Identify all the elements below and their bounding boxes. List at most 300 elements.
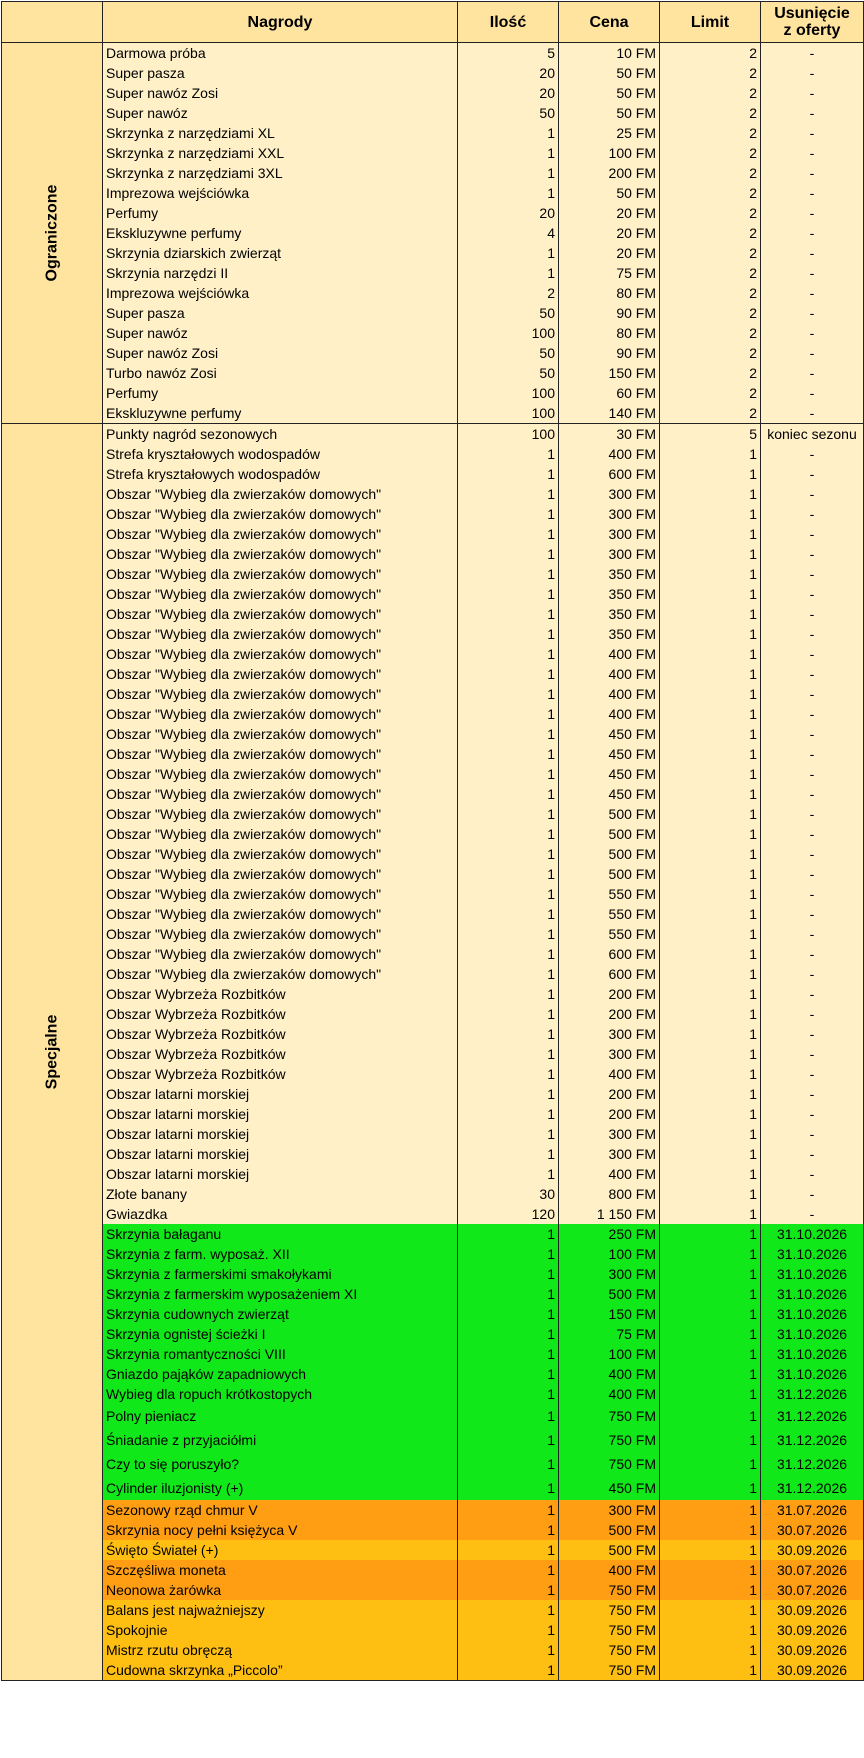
cell-removal: -	[761, 1144, 864, 1164]
table-row	[2, 1364, 864, 1384]
cell-removal: 31.10.2026	[761, 1224, 864, 1244]
cell-price: 200 FM	[559, 163, 660, 183]
cell-price: 200 FM	[559, 1104, 660, 1124]
cell-limit: 1	[660, 1540, 761, 1560]
cell-limit: 1	[660, 1520, 761, 1540]
table-row	[2, 544, 864, 564]
cell-limit: 1	[660, 1364, 761, 1384]
cell-name: Super pasza	[103, 303, 458, 323]
table-row	[2, 524, 864, 544]
cell-limit: 1	[660, 464, 761, 484]
cell-name: Perfumy	[103, 383, 458, 403]
cell-qty: 1	[458, 1364, 559, 1384]
cell-qty: 1	[458, 944, 559, 964]
cell-qty: 20	[458, 63, 559, 83]
cell-qty: 1	[458, 1384, 559, 1404]
cell-price: 400 FM	[559, 704, 660, 724]
cell-limit: 1	[660, 964, 761, 984]
table-row	[2, 1384, 864, 1404]
cell-removal: -	[761, 744, 864, 764]
cell-limit: 1	[660, 804, 761, 824]
cell-qty: 50	[458, 103, 559, 123]
cell-name: Balans jest najważniejszy	[103, 1600, 458, 1620]
cell-name: Skrzynia z farmerskimi smakołykami	[103, 1264, 458, 1284]
cell-price: 300 FM	[559, 1144, 660, 1164]
cell-price: 80 FM	[559, 323, 660, 343]
cell-name: Skrzynia dziarskich zwierząt	[103, 243, 458, 263]
cell-removal: -	[761, 564, 864, 584]
cell-qty: 1	[458, 1540, 559, 1560]
category-label: Specjalne	[42, 1014, 60, 1090]
cell-limit: 1	[660, 864, 761, 884]
cell-limit: 1	[660, 624, 761, 644]
cell-limit: 1	[660, 1660, 761, 1681]
cell-price: 200 FM	[559, 984, 660, 1004]
cell-name: Obszar "Wybieg dla zwierzaków domowych"	[103, 804, 458, 824]
cell-limit: 2	[660, 163, 761, 183]
table-row	[2, 163, 864, 183]
cell-price: 550 FM	[559, 884, 660, 904]
cell-qty: 1	[458, 864, 559, 884]
cell-price: 550 FM	[559, 904, 660, 924]
table-row	[2, 624, 864, 644]
cell-name: Imprezowa wejściówka	[103, 283, 458, 303]
cell-removal: -	[761, 243, 864, 263]
cell-name: Złote banany	[103, 1184, 458, 1204]
cell-name: Skrzynia cudownych zwierząt	[103, 1304, 458, 1324]
cell-qty: 1	[458, 844, 559, 864]
cell-qty: 1	[458, 564, 559, 584]
cell-price: 150 FM	[559, 1304, 660, 1324]
table-row	[2, 1204, 864, 1224]
cell-price: 300 FM	[559, 504, 660, 524]
table-row	[2, 824, 864, 844]
cell-qty: 1	[458, 1600, 559, 1620]
cell-limit: 2	[660, 243, 761, 263]
cell-name: Strefa kryształowych wodospadów	[103, 464, 458, 484]
cell-qty: 1	[458, 1452, 559, 1476]
cell-limit: 2	[660, 323, 761, 343]
cell-qty: 1	[458, 1660, 559, 1681]
cell-limit: 1	[660, 1428, 761, 1452]
cell-removal: -	[761, 1064, 864, 1084]
cell-price: 20 FM	[559, 223, 660, 243]
cell-qty: 1	[458, 724, 559, 744]
category-label: Ograniczone	[43, 184, 60, 282]
cell-name: Śniadanie z przyjaciółmi	[103, 1428, 458, 1452]
cell-qty: 1	[458, 1620, 559, 1640]
cell-name: Obszar "Wybieg dla zwierzaków domowych"	[103, 864, 458, 884]
cell-removal: 31.10.2026	[761, 1324, 864, 1344]
cell-qty: 1	[458, 444, 559, 464]
header-nagrody: Nagrody	[103, 2, 458, 43]
cell-removal: -	[761, 924, 864, 944]
cell-limit: 2	[660, 363, 761, 383]
table-row	[2, 464, 864, 484]
cell-limit: 1	[660, 1184, 761, 1204]
table-row	[2, 1104, 864, 1124]
cell-removal: 30.09.2026	[761, 1540, 864, 1560]
cell-name: Obszar "Wybieg dla zwierzaków domowych"	[103, 964, 458, 984]
cell-removal: -	[761, 1164, 864, 1184]
cell-limit: 1	[660, 1640, 761, 1660]
cell-price: 750 FM	[559, 1580, 660, 1600]
cell-name: Cylinder iluzjonisty (+)	[103, 1476, 458, 1500]
cell-limit: 1	[660, 1580, 761, 1600]
cell-removal: -	[761, 143, 864, 163]
table-row	[2, 263, 864, 283]
cell-qty: 120	[458, 1204, 559, 1224]
cell-price: 750 FM	[559, 1404, 660, 1428]
cell-qty: 1	[458, 1124, 559, 1144]
table-row	[2, 63, 864, 83]
cell-qty: 1	[458, 984, 559, 1004]
cell-limit: 1	[660, 744, 761, 764]
cell-qty: 1	[458, 824, 559, 844]
cell-price: 500 FM	[559, 1284, 660, 1304]
cell-qty: 1	[458, 664, 559, 684]
cell-limit: 1	[660, 1304, 761, 1324]
cell-limit: 1	[660, 884, 761, 904]
cell-removal: -	[761, 604, 864, 624]
cell-name: Polny pieniacz	[103, 1404, 458, 1428]
cell-limit: 1	[660, 1476, 761, 1500]
cell-name: Obszar "Wybieg dla zwierzaków domowych"	[103, 944, 458, 964]
table-row	[2, 504, 864, 524]
cell-qty: 100	[458, 403, 559, 424]
cell-removal: 31.12.2026	[761, 1428, 864, 1452]
cell-qty: 50	[458, 363, 559, 383]
cell-name: Obszar Wybrzeża Rozbitków	[103, 1004, 458, 1024]
cell-removal: -	[761, 83, 864, 103]
table-row	[2, 584, 864, 604]
table-row	[2, 744, 864, 764]
cell-name: Skrzynia romantyczności VIII	[103, 1344, 458, 1364]
cell-limit: 2	[660, 143, 761, 163]
cell-price: 75 FM	[559, 263, 660, 283]
table-row	[2, 1660, 864, 1681]
cell-limit: 1	[660, 704, 761, 724]
cell-name: Obszar "Wybieg dla zwierzaków domowych"	[103, 904, 458, 924]
cell-limit: 1	[660, 1244, 761, 1264]
table-row	[2, 343, 864, 363]
cell-removal: 31.07.2026	[761, 1500, 864, 1520]
table-row	[2, 143, 864, 163]
cell-removal: -	[761, 504, 864, 524]
cell-name: Strefa kryształowych wodospadów	[103, 444, 458, 464]
cell-limit: 1	[660, 1084, 761, 1104]
header-usuniecie-line2: z oferty	[783, 22, 841, 39]
cell-removal: -	[761, 283, 864, 303]
cell-name: Obszar "Wybieg dla zwierzaków domowych"	[103, 824, 458, 844]
cell-removal: -	[761, 1024, 864, 1044]
cell-name: Super nawóz	[103, 103, 458, 123]
cell-price: 400 FM	[559, 1164, 660, 1184]
cell-removal: -	[761, 724, 864, 744]
cell-limit: 1	[660, 1044, 761, 1064]
cell-limit: 2	[660, 403, 761, 424]
cell-qty: 1	[458, 1324, 559, 1344]
cell-removal: -	[761, 1184, 864, 1204]
cell-removal: -	[761, 223, 864, 243]
cell-limit: 1	[660, 1144, 761, 1164]
cell-removal: 31.12.2026	[761, 1384, 864, 1404]
cell-removal: -	[761, 464, 864, 484]
cell-price: 750 FM	[559, 1640, 660, 1660]
table-row	[2, 704, 864, 724]
cell-qty: 1	[458, 1404, 559, 1428]
table-row	[2, 664, 864, 684]
cell-qty: 1	[458, 1264, 559, 1284]
cell-name: Obszar "Wybieg dla zwierzaków domowych"	[103, 704, 458, 724]
cell-price: 300 FM	[559, 1500, 660, 1520]
cell-name: Obszar "Wybieg dla zwierzaków domowych"	[103, 844, 458, 864]
cell-name: Obszar "Wybieg dla zwierzaków domowych"	[103, 644, 458, 664]
cell-limit: 1	[660, 724, 761, 744]
cell-qty: 4	[458, 223, 559, 243]
cell-removal: 31.12.2026	[761, 1404, 864, 1428]
cell-name: Super pasza	[103, 63, 458, 83]
cell-qty: 1	[458, 964, 559, 984]
cell-limit: 1	[660, 1104, 761, 1124]
cell-limit: 1	[660, 1004, 761, 1024]
cell-name: Obszar "Wybieg dla zwierzaków domowych"	[103, 624, 458, 644]
cell-price: 150 FM	[559, 363, 660, 383]
category-header	[2, 2, 103, 43]
table-row	[2, 1324, 864, 1344]
cell-limit: 1	[660, 1264, 761, 1284]
cell-price: 400 FM	[559, 444, 660, 464]
cell-name: Skrzynia nocy pełni księżyca V	[103, 1520, 458, 1540]
table-row	[2, 424, 864, 445]
cell-removal: -	[761, 1044, 864, 1064]
cell-price: 750 FM	[559, 1600, 660, 1620]
table-row	[2, 323, 864, 343]
category-label-cell	[2, 43, 103, 424]
cell-removal: -	[761, 844, 864, 864]
cell-price: 300 FM	[559, 1024, 660, 1044]
cell-removal: 30.07.2026	[761, 1560, 864, 1580]
cell-price: 1 150 FM	[559, 1204, 660, 1224]
cell-name: Cudowna skrzynka „Piccolo”	[103, 1660, 458, 1681]
table-row	[2, 1164, 864, 1184]
table-row	[2, 564, 864, 584]
cell-removal: -	[761, 884, 864, 904]
cell-qty: 1	[458, 143, 559, 163]
cell-removal: -	[761, 343, 864, 363]
cell-limit: 2	[660, 43, 761, 64]
cell-removal: -	[761, 323, 864, 343]
cell-qty: 1	[458, 644, 559, 664]
cell-limit: 2	[660, 343, 761, 363]
cell-name: Obszar "Wybieg dla zwierzaków domowych"	[103, 584, 458, 604]
cell-qty: 1	[458, 1224, 559, 1244]
table-row	[2, 1304, 864, 1324]
cell-name: Turbo nawóz Zosi	[103, 363, 458, 383]
cell-name: Skrzynia bałaganu	[103, 1224, 458, 1244]
cell-removal: 31.10.2026	[761, 1284, 864, 1304]
cell-removal: -	[761, 403, 864, 424]
cell-price: 750 FM	[559, 1620, 660, 1640]
cell-name: Obszar "Wybieg dla zwierzaków domowych"	[103, 484, 458, 504]
cell-qty: 1	[458, 804, 559, 824]
table-row	[2, 223, 864, 243]
cell-limit: 1	[660, 544, 761, 564]
cell-price: 750 FM	[559, 1428, 660, 1452]
cell-price: 300 FM	[559, 1044, 660, 1064]
cell-price: 300 FM	[559, 524, 660, 544]
cell-qty: 1	[458, 1344, 559, 1364]
category-label-cell	[2, 424, 103, 1681]
cell-qty: 1	[458, 183, 559, 203]
cell-qty: 1	[458, 1580, 559, 1600]
cell-qty: 20	[458, 83, 559, 103]
cell-removal: -	[761, 684, 864, 704]
cell-name: Obszar Wybrzeża Rozbitków	[103, 1064, 458, 1084]
cell-limit: 1	[660, 784, 761, 804]
cell-qty: 2	[458, 283, 559, 303]
cell-price: 350 FM	[559, 624, 660, 644]
cell-price: 750 FM	[559, 1452, 660, 1476]
cell-qty: 50	[458, 303, 559, 323]
table-row	[2, 784, 864, 804]
cell-price: 200 FM	[559, 1004, 660, 1024]
cell-qty: 1	[458, 1024, 559, 1044]
cell-removal: 31.12.2026	[761, 1476, 864, 1500]
cell-qty: 100	[458, 383, 559, 403]
cell-price: 500 FM	[559, 804, 660, 824]
cell-price: 600 FM	[559, 964, 660, 984]
cell-name: Obszar "Wybieg dla zwierzaków domowych"	[103, 604, 458, 624]
cell-removal: -	[761, 363, 864, 383]
cell-limit: 1	[660, 1600, 761, 1620]
cell-removal: -	[761, 944, 864, 964]
cell-price: 400 FM	[559, 1560, 660, 1580]
cell-removal: -	[761, 864, 864, 884]
cell-name: Ekskluzywne perfumy	[103, 223, 458, 243]
cell-removal: 30.09.2026	[761, 1620, 864, 1640]
cell-limit: 1	[660, 1224, 761, 1244]
table-row	[2, 303, 864, 323]
table-row	[2, 904, 864, 924]
table-row	[2, 1620, 864, 1640]
cell-qty: 1	[458, 1244, 559, 1264]
cell-price: 750 FM	[559, 1660, 660, 1681]
table-row	[2, 1476, 864, 1500]
section-specjalne	[2, 424, 864, 1681]
cell-name: Darmowa próba	[103, 43, 458, 64]
table-row	[2, 1184, 864, 1204]
cell-limit: 1	[660, 684, 761, 704]
cell-limit: 1	[660, 1024, 761, 1044]
cell-limit: 2	[660, 183, 761, 203]
table-row	[2, 1244, 864, 1264]
cell-price: 500 FM	[559, 844, 660, 864]
cell-qty: 1	[458, 544, 559, 564]
table-row	[2, 1004, 864, 1024]
cell-name: Gwiazdka	[103, 1204, 458, 1224]
cell-price: 450 FM	[559, 1476, 660, 1500]
table-row	[2, 1428, 864, 1452]
table-row	[2, 123, 864, 143]
cell-price: 400 FM	[559, 1384, 660, 1404]
cell-name: Obszar "Wybieg dla zwierzaków domowych"	[103, 664, 458, 684]
cell-price: 500 FM	[559, 824, 660, 844]
cell-name: Obszar "Wybieg dla zwierzaków domowych"	[103, 724, 458, 744]
table-row	[2, 884, 864, 904]
cell-name: Neonowa żarówka	[103, 1580, 458, 1600]
cell-limit: 1	[660, 1204, 761, 1224]
cell-removal: -	[761, 704, 864, 724]
cell-qty: 1	[458, 504, 559, 524]
header-limit: Limit	[660, 2, 761, 43]
cell-limit: 1	[660, 664, 761, 684]
cell-name: Skrzynia z farmerskim wyposażeniem XI	[103, 1284, 458, 1304]
rewards-table	[1, 1, 864, 1681]
table-row	[2, 1044, 864, 1064]
header-cena: Cena	[559, 2, 660, 43]
cell-name: Super nawóz Zosi	[103, 343, 458, 363]
cell-limit: 1	[660, 1620, 761, 1640]
cell-removal: -	[761, 524, 864, 544]
table-row	[2, 1144, 864, 1164]
cell-name: Spokojnie	[103, 1620, 458, 1640]
cell-price: 500 FM	[559, 864, 660, 884]
cell-removal: -	[761, 804, 864, 824]
table-row	[2, 1344, 864, 1364]
cell-name: Skrzynka z narzędziami XXL	[103, 143, 458, 163]
table-row	[2, 1124, 864, 1144]
cell-price: 400 FM	[559, 644, 660, 664]
cell-price: 450 FM	[559, 724, 660, 744]
cell-qty: 1	[458, 1428, 559, 1452]
cell-price: 50 FM	[559, 63, 660, 83]
cell-price: 80 FM	[559, 283, 660, 303]
header-ilosc: Ilość	[458, 2, 559, 43]
table-row	[2, 363, 864, 383]
cell-name: Ekskluzywne perfumy	[103, 403, 458, 424]
cell-qty: 1	[458, 1304, 559, 1324]
cell-price: 50 FM	[559, 103, 660, 123]
cell-name: Skrzynia ognistej ścieżki I	[103, 1324, 458, 1344]
cell-removal: -	[761, 904, 864, 924]
cell-name: Obszar "Wybieg dla zwierzaków domowych"	[103, 744, 458, 764]
cell-qty: 1	[458, 704, 559, 724]
cell-removal: 31.10.2026	[761, 1364, 864, 1384]
cell-name: Gniazdo pająków zapadniowych	[103, 1364, 458, 1384]
table-row	[2, 83, 864, 103]
table-row	[2, 1452, 864, 1476]
cell-name: Sezonowy rząd chmur V	[103, 1500, 458, 1520]
table-row	[2, 924, 864, 944]
table-row	[2, 43, 864, 64]
cell-qty: 1	[458, 1004, 559, 1024]
cell-price: 20 FM	[559, 243, 660, 263]
table-row	[2, 1640, 864, 1660]
cell-limit: 2	[660, 283, 761, 303]
cell-name: Obszar latarni morskiej	[103, 1164, 458, 1184]
cell-qty: 1	[458, 784, 559, 804]
table-row	[2, 644, 864, 664]
cell-price: 90 FM	[559, 303, 660, 323]
cell-limit: 2	[660, 223, 761, 243]
cell-removal: 30.07.2026	[761, 1580, 864, 1600]
cell-qty: 1	[458, 243, 559, 263]
cell-price: 400 FM	[559, 684, 660, 704]
cell-limit: 1	[660, 584, 761, 604]
cell-price: 30 FM	[559, 424, 660, 445]
cell-price: 300 FM	[559, 1264, 660, 1284]
